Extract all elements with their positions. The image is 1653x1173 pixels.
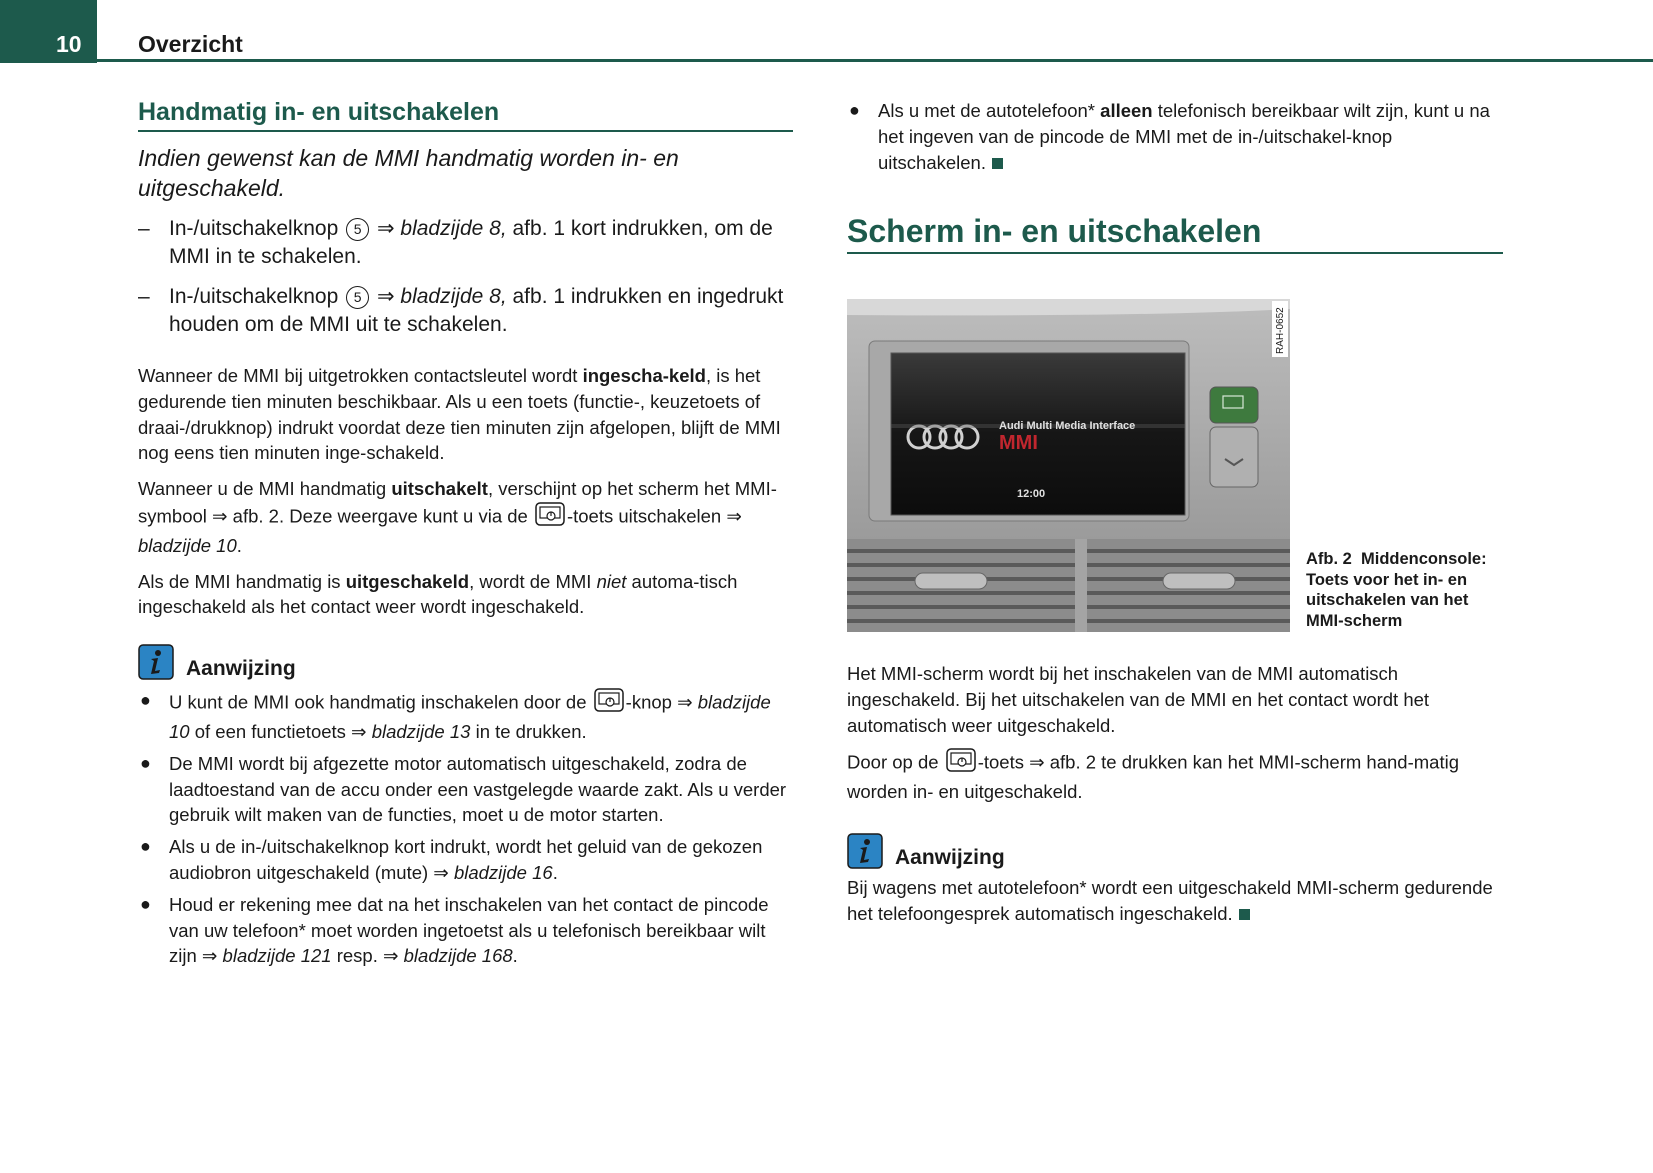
note-title: Aanwijzing bbox=[186, 657, 296, 681]
header-rule bbox=[97, 59, 1653, 62]
step-item: – In-/uitschakelknop 5 ⇒ bladzijde 8, afb. 1 kort indrukken, om de MMI in te schakelen. bbox=[138, 217, 773, 268]
step-item: – In-/uitschakelknop 5 ⇒ bladzijde 8, afb. 1 indrukken en ingedrukt houden om de MMI uit te schakelen. bbox=[138, 285, 784, 336]
paragraph: Wanneer u de MMI handmatig uitschakelt, verschijnt op het scherm het MMI-symbool ⇒ afb. 2. Deze weergave kunt u via de -toets uitschakelen ⇒ bladzijde 10. bbox=[138, 478, 777, 556]
paragraph: Wanneer de MMI bij uitgetrokken contactsleutel wordt ingescha-keld, is het gedurende tien minuten beschikbaar. Als u een toets (functie-, keuzetoets of draai-/drukknop) indrukt voordat deze tien minuten zijn afgelopen, blijft de MMI nog eens tien minuten inge-schakeld. bbox=[138, 365, 781, 464]
paragraph: Door op de -toets ⇒ afb. 2 te drukken kan het MMI-scherm hand-matig worden in- en uitgeschakeld. bbox=[847, 748, 1503, 805]
figure-code: RAH-0652 bbox=[1275, 307, 1286, 354]
page-ref[interactable]: bladzijde 10 bbox=[169, 691, 771, 742]
page-ref[interactable]: bladzijde 16 bbox=[453, 861, 553, 883]
intro-text: Indien gewenst kan de MMI handmatig worden in- en uitgeschakeld. bbox=[138, 145, 679, 201]
center-console-image bbox=[847, 299, 1290, 632]
list-item: ● Als u de in-/uitschakelknop kort indrukt, wordt het geluid van de gekozen audiobron uitgeschakeld (mute) ⇒ bladzijde 16. bbox=[140, 836, 763, 883]
screen-title-text: Audi Multi Media Interface bbox=[999, 420, 1136, 432]
right-column bbox=[847, 98, 1503, 254]
page-number: 10 bbox=[56, 31, 82, 57]
list-item: ● Als u met de autotelefoon* alleen telefonisch bereikbaar wilt zijn, kunt u na het ingeven van de pincode de MMI met de in-/uitschakel-knop uitschakelen. bbox=[849, 100, 1490, 173]
screen-power-key-icon bbox=[594, 688, 624, 719]
figure-center-console bbox=[847, 299, 1290, 632]
note-header bbox=[847, 833, 1503, 869]
page-ref[interactable]: bladzijde 168 bbox=[403, 945, 513, 967]
note-text: Bij wagens met autotelefoon* wordt een uitgeschakeld MMI-scherm gedurende het telefoongesprek automatisch ingeschakeld. bbox=[847, 876, 1493, 924]
button-5-marker: 5 bbox=[346, 218, 369, 241]
list-item: ● U kunt de MMI ook handmatig inschakelen door de -knop ⇒ bladzijde 10 of een functietoets ⇒ bladzijde 13 in te drukken. bbox=[140, 690, 771, 742]
screen-power-key-icon bbox=[946, 748, 976, 779]
page-ref[interactable]: bladzijde 8, bbox=[400, 217, 507, 240]
heading-manual-switch: Handmatig in- en uitschakelen bbox=[138, 98, 793, 132]
screen-toggle-key bbox=[1210, 387, 1258, 423]
heading-screen-switch: Scherm in- en uitschakelen bbox=[847, 213, 1503, 254]
page-ref[interactable]: bladzijde 13 bbox=[371, 720, 471, 742]
screen-power-key-icon bbox=[535, 502, 565, 533]
page-ref[interactable]: bladzijde 8, bbox=[400, 285, 507, 308]
note-title: Aanwijzing bbox=[895, 845, 1005, 869]
paragraph: Als de MMI handmatig is uitgeschakeld, wordt de MMI niet automa-tisch ingeschakeld als het contact weer wordt ingeschakeld. bbox=[138, 570, 738, 618]
list-item: ● De MMI wordt bij afgezette motor automatisch uitgeschakeld, zodra de laadtoestand van de accu onder een vastgelegde waarde zakt. Als u verder gebruik wilt maken van de functies, moet u de motor starten. bbox=[140, 752, 787, 826]
screen-clock: 12:00 bbox=[1017, 488, 1046, 500]
page-ref[interactable]: bladzijde 10 bbox=[138, 534, 237, 556]
section-title: Overzicht bbox=[138, 31, 243, 57]
button-5-marker: 5 bbox=[346, 286, 369, 309]
figure-caption: Afb. 2 Middenconsole: Toets voor het in- en uitschakelen van het MMI-scherm bbox=[1306, 550, 1487, 630]
page-ref[interactable]: bladzijde 121 bbox=[222, 945, 332, 967]
info-icon bbox=[138, 644, 174, 680]
end-marker bbox=[992, 158, 1003, 169]
note-header bbox=[138, 644, 793, 680]
paragraph: Het MMI-scherm wordt bij het inschakelen van de MMI automatisch ingeschakeld. Bij het uitschakelen van de MMI en het contact wordt het automatisch weer uitgeschakeld. bbox=[847, 663, 1430, 736]
end-marker bbox=[1239, 909, 1250, 920]
page-number-tab bbox=[0, 0, 97, 63]
mmi-logo-text: MMI bbox=[999, 432, 1038, 454]
info-icon bbox=[847, 833, 883, 869]
left-column bbox=[138, 98, 793, 975]
right-body bbox=[847, 661, 1503, 937]
list-item: ● Houd er rekening mee dat na het inschakelen van het contact de pincode van uw telefoon* moet worden ingetoetst als u telefonisch bereikbaar wilt zijn ⇒ bladzijde 121 resp. ⇒ bladzijde 168. bbox=[140, 893, 769, 967]
note-list bbox=[138, 688, 793, 969]
